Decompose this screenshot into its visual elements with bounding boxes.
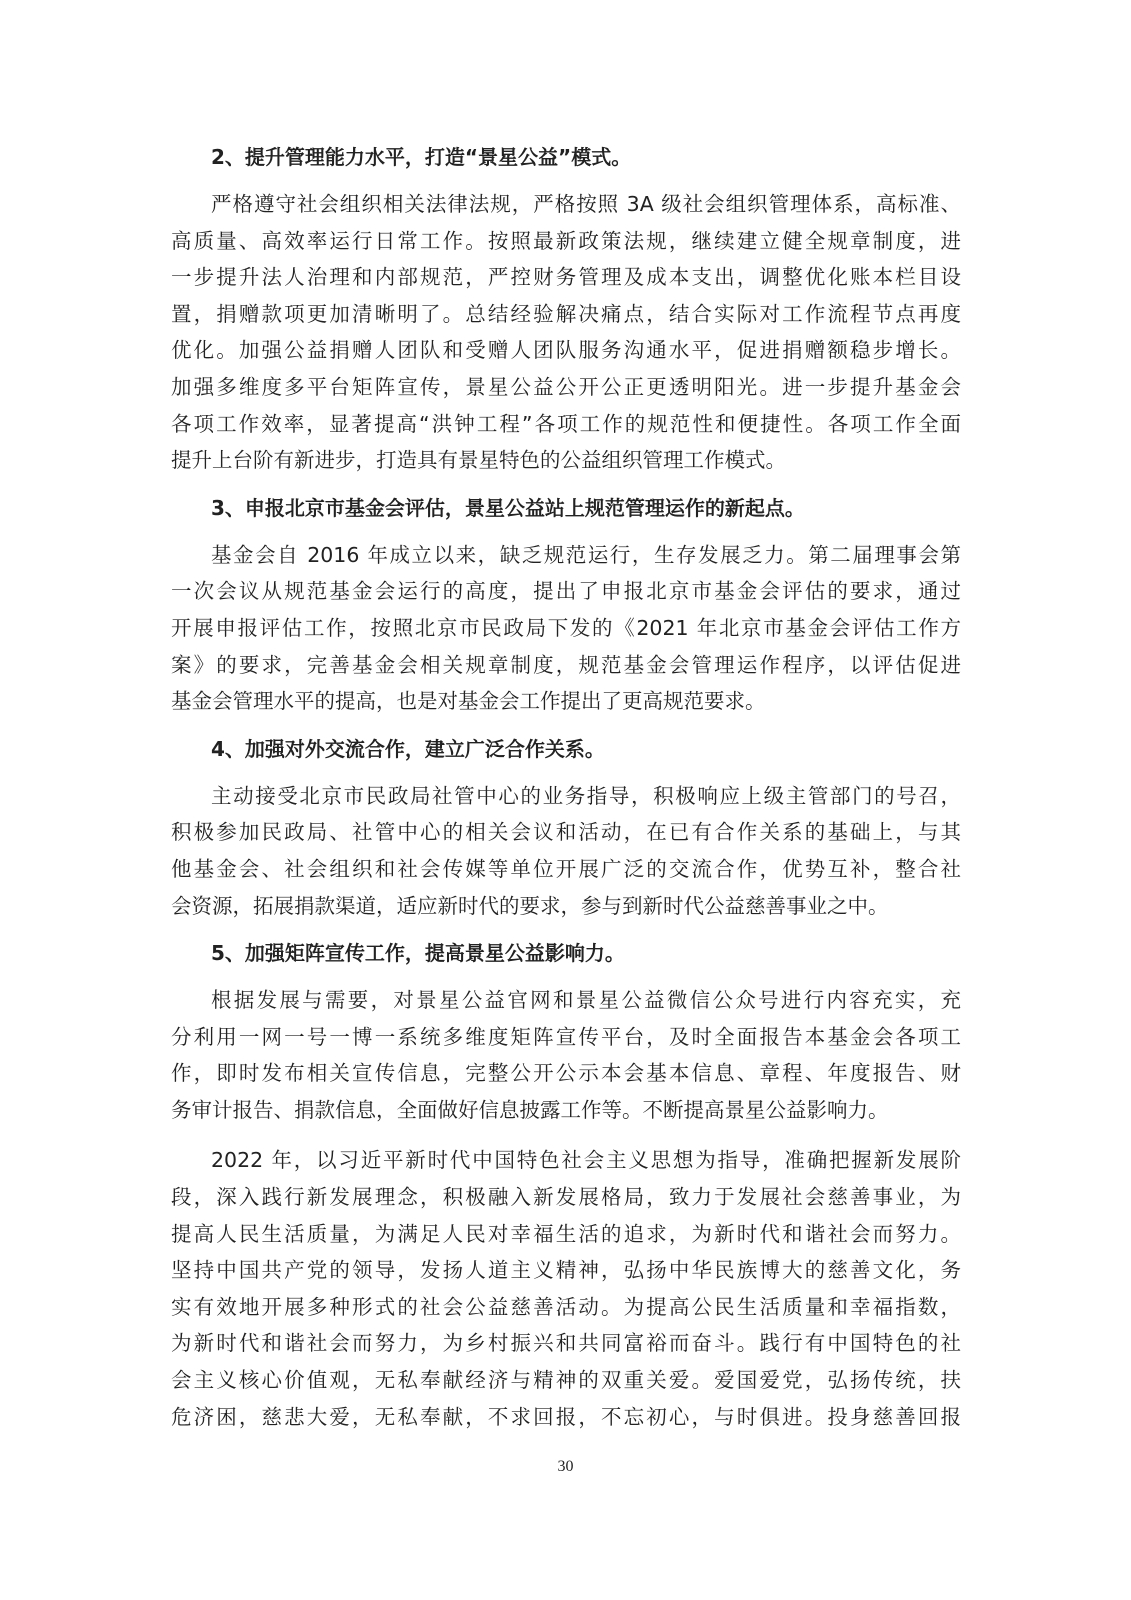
text-line: 开展申报评估工作，按照北京市民政局下发的《2021 年北京市基金会评估工作方 — [171, 615, 961, 640]
text-line: 他基金会、社会组织和社会传媒等单位开展广泛的交流合作，优势互补，整合社 — [171, 856, 961, 881]
text-line: 严格遵守社会组织相关法律法规，严格按照 3A 级社会组织管理体系，高标准、 — [211, 192, 961, 216]
text-line: 2022 年，以习近平新时代中国特色社会主义思想为指导，准确把握新发展阶 — [211, 1148, 961, 1173]
text-line: 作，即时发布相关宣传信息，完整公开公示本会基本信息、章程、年度报告、财 — [171, 1061, 961, 1086]
text-line: 高质量、高效率运行日常工作。按照最新政策法规，继续建立健全规章制度，进 — [171, 228, 961, 253]
paragraph-cooperation — [171, 778, 961, 924]
paragraph-evaluation — [171, 537, 961, 720]
text-line: 基金会管理水平的提高，也是对基金会工作提出了更高规范要求。 — [171, 689, 766, 714]
text-line: 一次会议从规范基金会运行的高度，提出了申报北京市基金会评估的要求，通过 — [171, 579, 961, 604]
section-heading-5: 5、加强矩阵宣传工作，提高景星公益影响力。 — [211, 941, 625, 966]
section-heading-3: 3、申报北京市基金会评估，景星公益站上规范管理运作的新起点。 — [211, 495, 805, 520]
paragraph-2022-outlook — [171, 1142, 961, 1435]
paragraph-management-model — [171, 186, 961, 479]
text-line: 会主义核心价值观，无私奉献经济与精神的双重关爱。爱国爱党，弘扬传统，扶 — [171, 1368, 961, 1393]
text-line: 积极参加民政局、社管中心的相关会议和活动，在已有合作关系的基础上，与其 — [171, 820, 961, 845]
text-line: 根据发展与需要，对景星公益官网和景星公益微信公众号进行内容充实，充 — [211, 988, 961, 1013]
section-heading-2: 2、提升管理能力水平，打造“景星公益”模式。 — [211, 145, 632, 169]
text-line: 优化。加强公益捐赠人团队和受赠人团队服务沟通水平，促进捐赠额稳步增长。 — [171, 338, 961, 363]
text-line: 置，捐赠款项更加清晰明了。总结经验解决痛点，结合实际对工作流程节点再度 — [171, 301, 961, 326]
text-line: 主动接受北京市民政局社管中心的业务指导，积极响应上级主管部门的号召， — [211, 783, 961, 808]
text-line: 提高人民生活质量，为满足人民对幸福生活的追求，为新时代和谐社会而努力。 — [171, 1221, 961, 1246]
text-line: 段，深入践行新发展理念，积极融入新发展格局，致力于发展社会慈善事业，为 — [171, 1185, 961, 1210]
text-line: 坚持中国共产党的领导，发扬人道主义精神，弘扬中华民族博大的慈善文化，务 — [171, 1258, 961, 1283]
section-heading-4: 4、加强对外交流合作，建立广泛合作关系。 — [211, 736, 605, 761]
text-line: 分利用一网一号一博一系统多维度矩阵宣传平台，及时全面报告本基金会各项工 — [171, 1024, 961, 1049]
text-line: 各项工作效率，显著提高“洪钟工程”各项工作的规范性和便捷性。各项工作全面 — [171, 411, 961, 436]
text-line: 危济困，慈悲大爱，无私奉献，不求回报，不忘初心，与时俱进。投身慈善回报 — [171, 1404, 961, 1429]
text-line: 加强多维度多平台矩阵宣传，景星公益公开公正更透明阳光。进一步提升基金会 — [171, 374, 961, 399]
text-line: 为新时代和谐社会而努力，为乡村振兴和共同富裕而奋斗。践行有中国特色的社 — [171, 1331, 961, 1356]
text-line: 会资源，拓展捐款渠道，适应新时代的要求，参与到新时代公益慈善事业之中。 — [171, 893, 889, 918]
document-body — [171, 142, 961, 1449]
text-line: 一步提升法人治理和内部规范，严控财务管理及成本支出，调整优化账本栏目设 — [171, 265, 961, 290]
page-number: 30 — [557, 1458, 574, 1475]
paragraph-publicity — [171, 982, 961, 1128]
text-line: 务审计报告、捐款信息，全面做好信息披露工作等。不断提高景星公益影响力。 — [171, 1097, 889, 1122]
text-line: 案》的要求，完善基金会相关规章制度，规范基金会管理运作程序，以评估促进 — [171, 652, 961, 677]
text-line: 提升上台阶有新进步，打造具有景星特色的公益组织管理工作模式。 — [171, 448, 786, 473]
text-line: 实有效地开展多种形式的社会公益慈善活动。为提高公民生活质量和幸福指数， — [171, 1294, 961, 1319]
text-line: 基金会自 2016 年成立以来，缺乏规范运行，生存发展乏力。第二届理事会第 — [211, 542, 961, 567]
